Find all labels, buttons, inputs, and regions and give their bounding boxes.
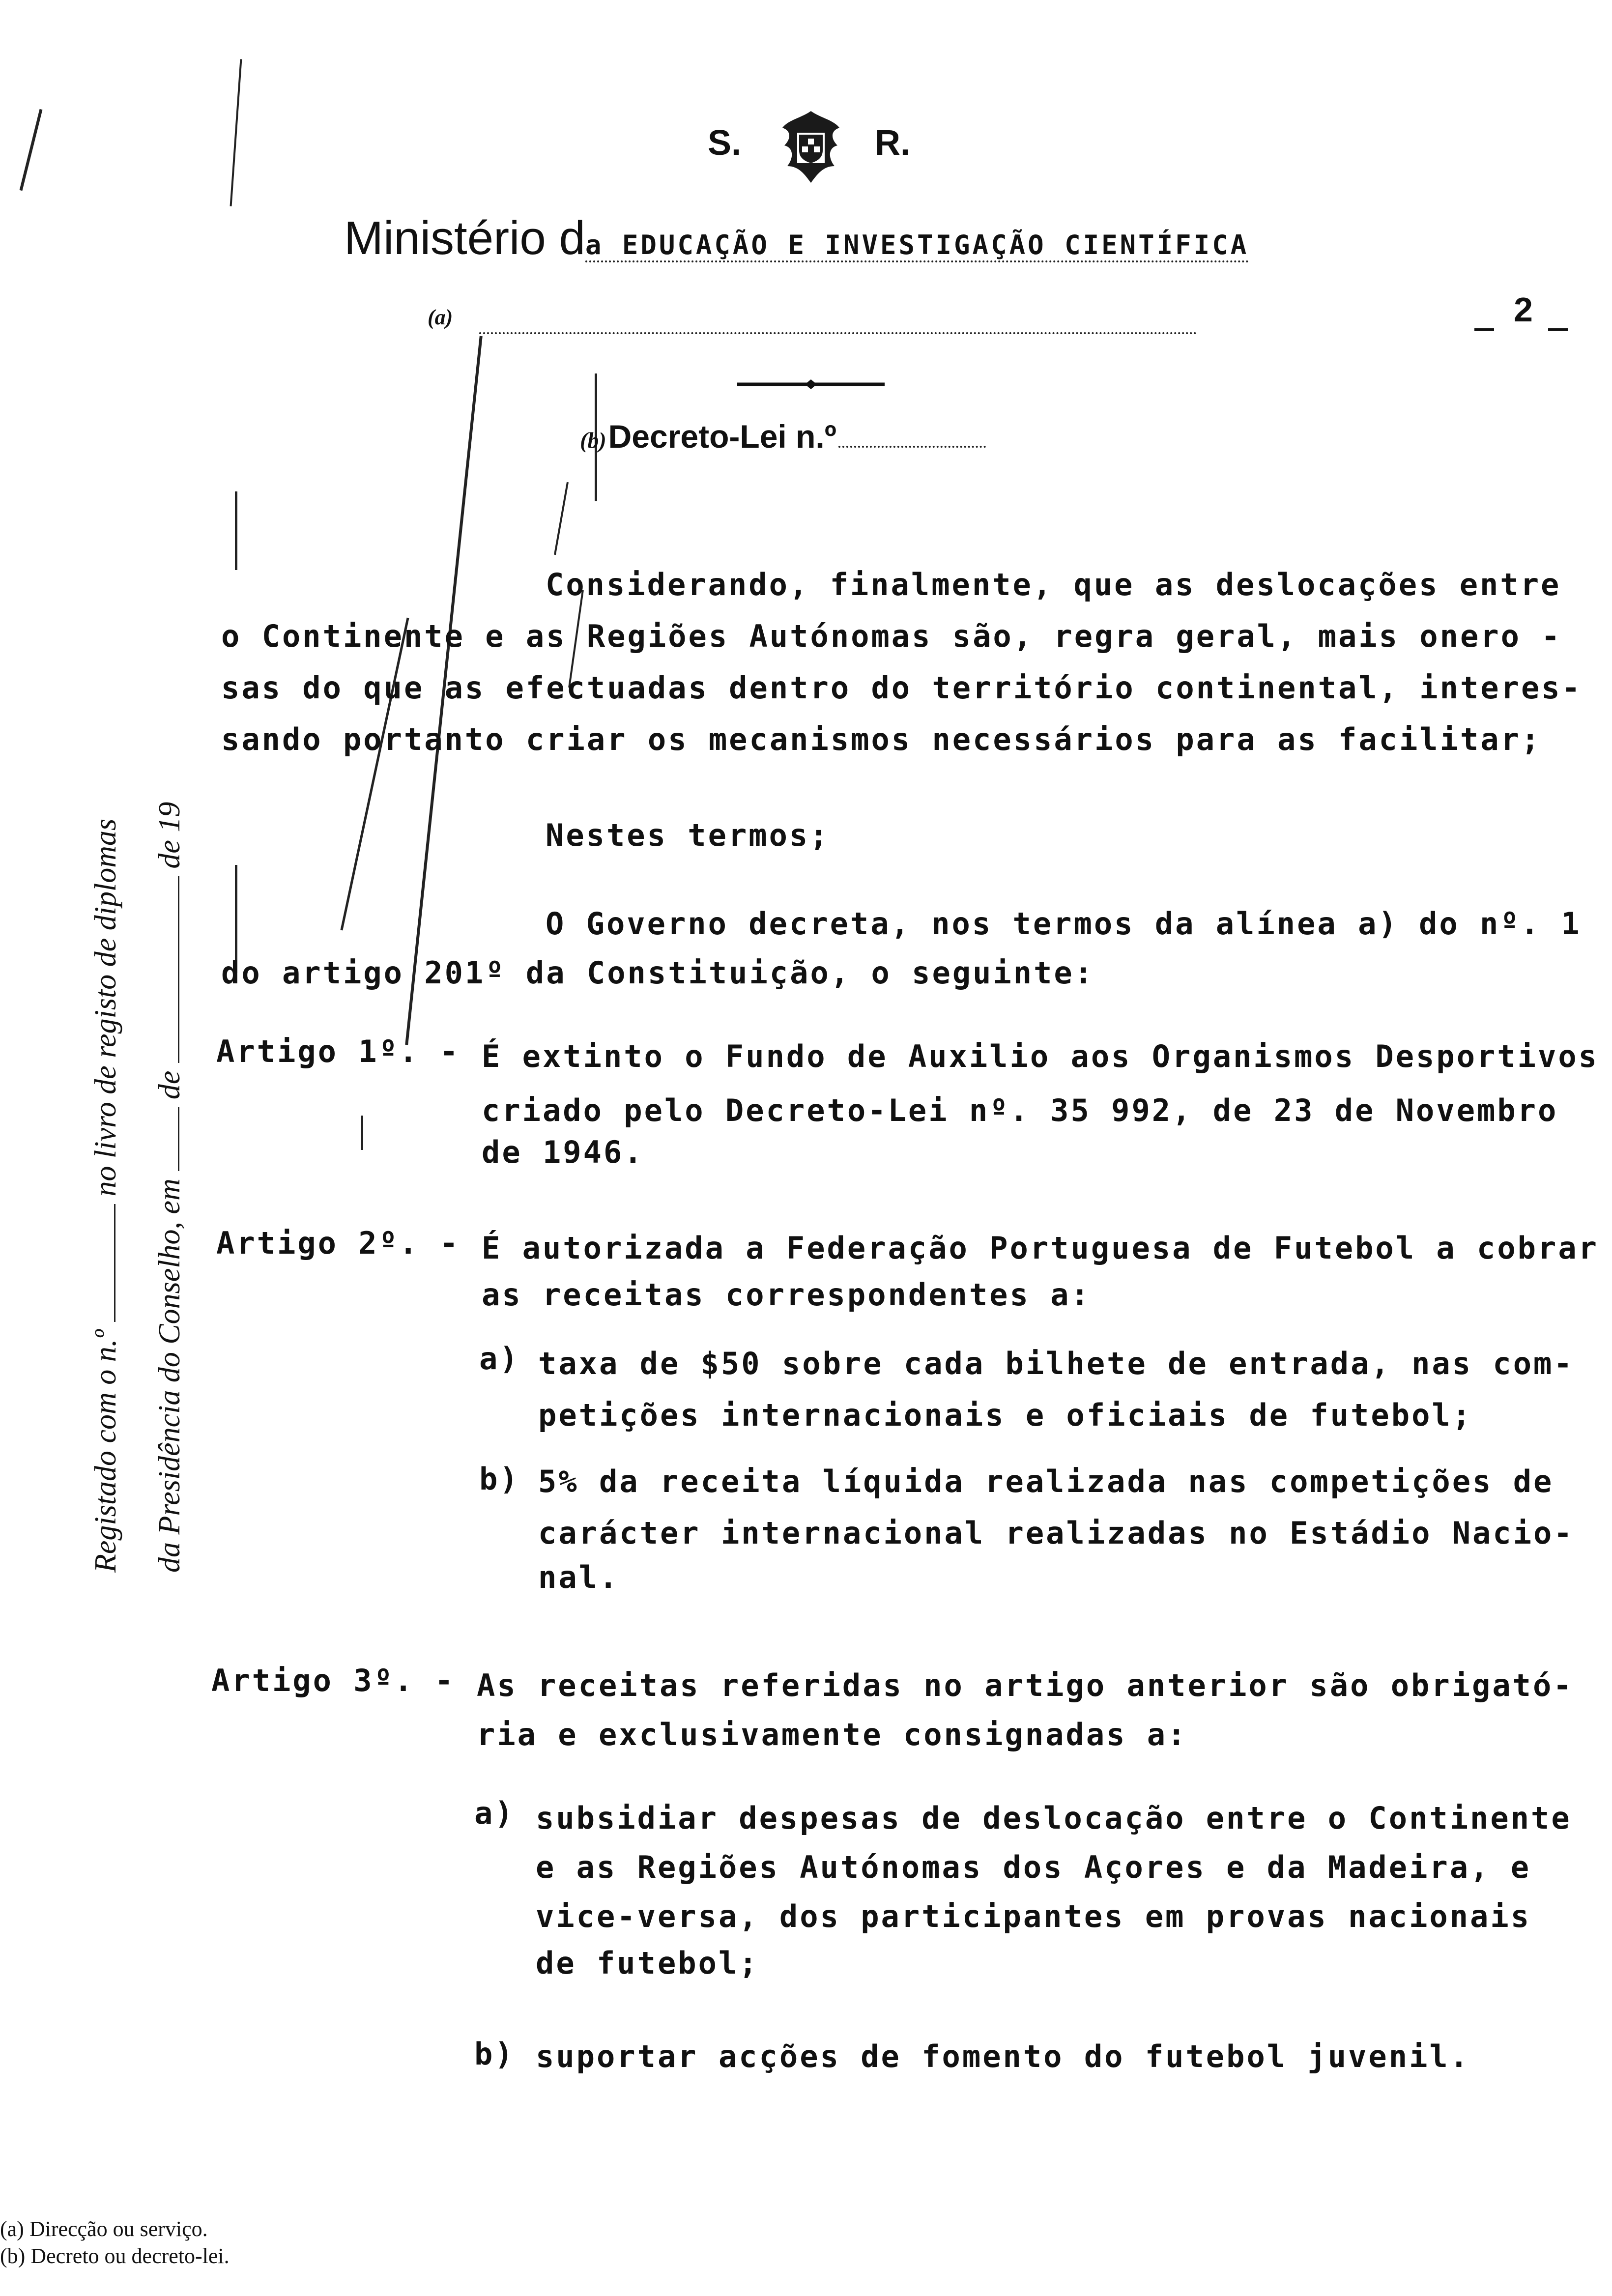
article-2-item-a-line-1: taxa de $50 sobre cada bilhete de entrada, nas com- <box>538 1346 1574 1381</box>
scan-stroke <box>230 59 242 206</box>
registry-number-line <box>114 1204 115 1322</box>
field-a-label: (a) <box>428 305 453 329</box>
scan-stroke <box>20 109 43 191</box>
preamble-line-2: o Continente e as Regiões Autónomas são, regra geral, mais onero - <box>221 618 1562 654</box>
ministry-name: a EDUCAÇÃO E INVESTIGAÇÃO CIENTÍFICA <box>585 230 1249 262</box>
article-1-line-3: de 1946. <box>482 1134 644 1170</box>
article-3-item-a-label: a) <box>474 1795 515 1831</box>
page-number: 2 <box>1514 290 1533 329</box>
article-2-line-2: as receitas correspondentes a: <box>482 1277 1091 1313</box>
scan-stroke <box>235 491 237 570</box>
page-number-dash-left <box>1474 328 1494 331</box>
preamble-line-1: Considerando, finalmente, que as deslocações entre <box>546 567 1561 603</box>
article-2-item-b-line-2: carácter internacional realizadas no Estádio Nacio- <box>538 1515 1574 1551</box>
decree-heading <box>580 418 986 455</box>
footnote-a: (a) Direcção ou serviço. <box>0 2217 208 2241</box>
article-3-item-b-line-1: suportar acções de fomento do futebol juvenil. <box>536 2038 1470 2074</box>
article-1-label: Artigo 1º. - <box>216 1033 460 1069</box>
article-3-line-2: ria e exclusivamente consignadas a: <box>477 1717 1188 1752</box>
article-3-item-a-line-3: vice-versa, dos participantes em provas nacionais <box>536 1898 1531 1934</box>
registry-sidebar <box>74 600 202 1573</box>
article-3-line-1: As receitas referidas no artigo anterior são obrigató- <box>477 1667 1574 1703</box>
scan-stroke <box>361 1116 363 1150</box>
nestes-termos: Nestes termos; <box>546 817 830 853</box>
coat-of-arms-icon <box>772 108 850 187</box>
governo-line-1: O Governo decreta, nos termos da alínea a) do nº. 1 <box>546 906 1582 942</box>
footnote-b: (b) Decreto ou decreto-lei. <box>0 2244 230 2268</box>
article-2-item-a-line-2: petições internacionais e oficiais de futebol; <box>538 1397 1473 1433</box>
article-2-label: Artigo 2º. - <box>216 1225 460 1261</box>
article-2-item-b-label: b) <box>479 1461 520 1497</box>
decree-number-line <box>838 446 986 448</box>
article-1-line-1: É extinto o Fundo de Auxilio aos Organismos Desportivos <box>482 1038 1599 1074</box>
registry-line-1: Registado com o n.º no livro de registo de diplomas <box>89 818 122 1573</box>
decree-label: Decreto-Lei n.º <box>608 418 836 455</box>
preamble-line-4: sando portanto criar os mecanismos necessários para as facilitar; <box>221 721 1542 757</box>
field-a-dotted-line <box>479 332 1197 334</box>
article-3-item-a-line-1: subsidiar despesas de deslocação entre o Continente <box>536 1800 1572 1836</box>
article-3-item-a-line-4: de futebol; <box>536 1945 759 1981</box>
page-number-dash-right <box>1548 328 1568 331</box>
article-1-line-2: criado pelo Decreto-Lei nº. 35 992, de 23 de Novembro <box>482 1092 1558 1128</box>
header-letter-s: S. <box>708 123 742 163</box>
decree-label-b: (b) <box>580 428 606 453</box>
governo-line-2: do artigo 201º da Constituição, o seguinte: <box>221 955 1095 991</box>
registry-line-2: da Presidência do Conselho, em de de 19 <box>153 802 186 1573</box>
article-2-item-b-line-3: nal. <box>538 1559 620 1595</box>
preamble-line-3: sas do que as efectuadas dentro do território continental, interes- <box>221 670 1582 706</box>
ministry-heading <box>344 211 1249 265</box>
article-2-line-1: É autorizada a Federação Portuguesa de Futebol a cobrar <box>482 1230 1599 1266</box>
article-2-item-b-line-1: 5% da receita líquida realizada nas competições de <box>538 1464 1554 1499</box>
article-3-item-b-label: b) <box>474 2036 515 2072</box>
article-2-item-a-label: a) <box>479 1341 520 1377</box>
article-3-item-a-line-2: e as Regiões Autónomas dos Açores e da Madeira, e <box>536 1849 1531 1885</box>
scan-stroke <box>554 482 569 555</box>
header-letter-r: R. <box>875 123 910 163</box>
ornament-divider <box>737 378 885 393</box>
article-3-label: Artigo 3º. - <box>211 1663 455 1698</box>
ministry-prefix: Ministério d <box>344 212 585 264</box>
